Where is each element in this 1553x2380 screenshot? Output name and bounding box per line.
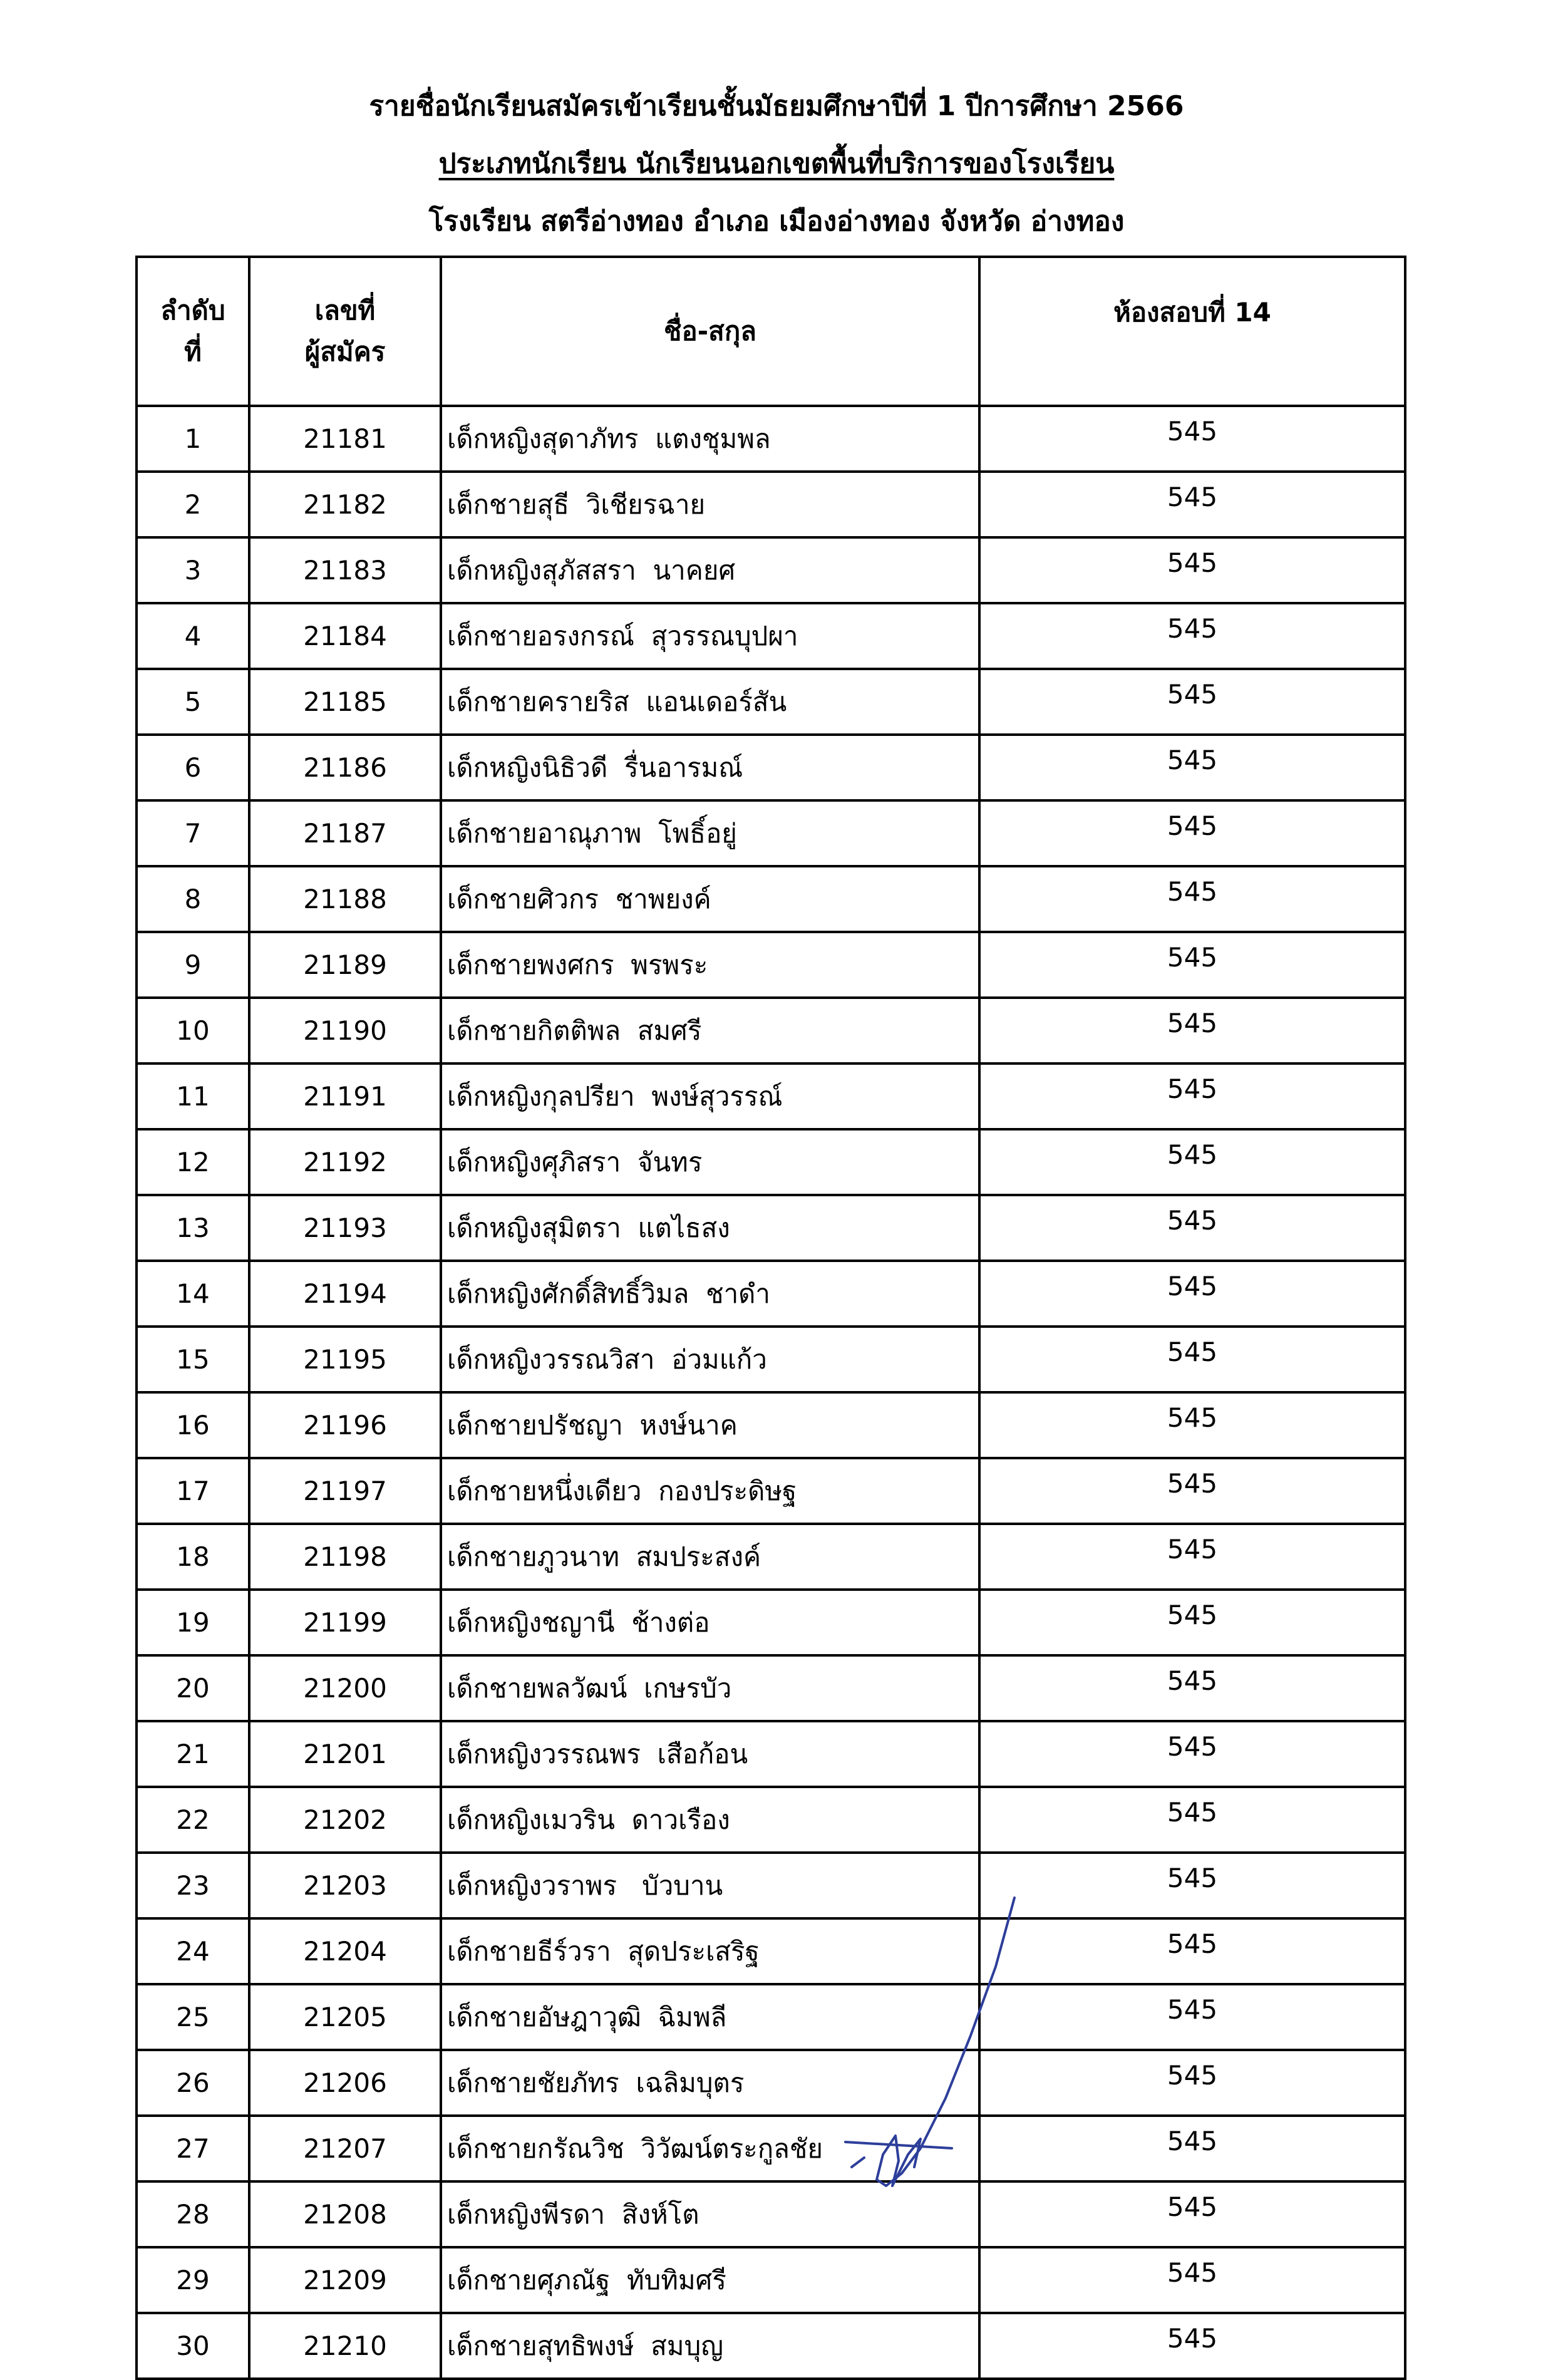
table-row xyxy=(137,1918,1405,1984)
exam-room: 545 xyxy=(979,1524,1405,1590)
table-row xyxy=(137,603,1405,669)
order-number: 15 xyxy=(137,1327,249,1392)
order-number: 22 xyxy=(137,1787,249,1853)
table-row xyxy=(137,472,1405,537)
table-row xyxy=(137,406,1405,472)
applicant-number: 21196 xyxy=(249,1392,441,1458)
applicant-number: 21206 xyxy=(249,2050,441,2116)
exam-room: 545 xyxy=(979,603,1405,669)
table-row xyxy=(137,1458,1405,1524)
table-row xyxy=(137,1721,1405,1787)
col-appno-header xyxy=(249,257,441,406)
applicant-number: 21200 xyxy=(249,1655,441,1721)
table-row xyxy=(137,2116,1405,2181)
order-number: 25 xyxy=(137,1984,249,2050)
order-number: 2 xyxy=(137,472,249,537)
school-info: โรงเรียน สตรีอ่างทอง อำเภอ เมืองอ่างทอง จังหวัด อ่างทอง xyxy=(428,205,1125,237)
exam-room: 545 xyxy=(979,1195,1405,1261)
order-number: 30 xyxy=(137,2313,249,2379)
applicant-number: 21184 xyxy=(249,603,441,669)
table-row xyxy=(137,2313,1405,2379)
exam-room: 545 xyxy=(979,669,1405,735)
exam-room: 545 xyxy=(979,1261,1405,1327)
student-category: ประเภทนักเรียน นักเรียนนอกเขตพื้นที่บริการของโรงเรียน xyxy=(438,148,1115,180)
col-order-line1: ลำดับ xyxy=(160,295,225,326)
col-name-header: ชื่อ-สกุล xyxy=(441,257,979,406)
exam-room: 545 xyxy=(979,1787,1405,1853)
signature xyxy=(827,1891,1040,2192)
table-row xyxy=(137,866,1405,932)
exam-room: 545 xyxy=(979,1063,1405,1129)
col-appno-line1: เลขที่ xyxy=(314,295,376,326)
table-row xyxy=(137,1853,1405,1918)
applicant-number: 21187 xyxy=(249,800,441,866)
student-name: เด็กชายพลวัฒน์ เกษรบัว xyxy=(441,1655,979,1721)
student-name: เด็กหญิงวรรณวิสา อ่วมแก้ว xyxy=(441,1327,979,1392)
col-order-line2: ที่ xyxy=(184,336,202,367)
order-number: 16 xyxy=(137,1392,249,1458)
table-row xyxy=(137,1327,1405,1392)
student-name: เด็กหญิงพีรดา สิงห์โต xyxy=(441,2181,979,2247)
order-number: 3 xyxy=(137,537,249,603)
student-name: เด็กหญิงสุภัสสรา นาคยศ xyxy=(441,537,979,603)
exam-room: 545 xyxy=(979,1918,1405,1984)
student-name: เด็กชายปรัชญา หงษ์นาค xyxy=(441,1392,979,1458)
student-name: เด็กชายภูวนาท สมประสงค์ xyxy=(441,1524,979,1590)
student-name: เด็กหญิงกุลปรียา พงษ์สุวรรณ์ xyxy=(441,1063,979,1129)
student-name: เด็กชายชัยภัทร เฉลิมบุตร xyxy=(441,2050,979,2116)
applicant-number: 21207 xyxy=(249,2116,441,2181)
order-number: 28 xyxy=(137,2181,249,2247)
applicant-number: 21191 xyxy=(249,1063,441,1129)
table-row xyxy=(137,800,1405,866)
table-row xyxy=(137,1984,1405,2050)
applicant-number: 21194 xyxy=(249,1261,441,1327)
student-name: เด็กชายกิตติพล สมศรี xyxy=(441,998,979,1063)
applicant-number: 21199 xyxy=(249,1590,441,1655)
exam-room: 545 xyxy=(979,537,1405,603)
order-number: 10 xyxy=(137,998,249,1063)
order-number: 8 xyxy=(137,866,249,932)
order-number: 14 xyxy=(137,1261,249,1327)
col-order-header xyxy=(137,257,249,406)
student-name: เด็กหญิงชญานี ช้างต่อ xyxy=(441,1590,979,1655)
exam-room: 545 xyxy=(979,866,1405,932)
order-number: 4 xyxy=(137,603,249,669)
table-row xyxy=(137,1524,1405,1590)
applicant-number: 21208 xyxy=(249,2181,441,2247)
student-name: เด็กชายสุธี วิเชียรฉาย xyxy=(441,472,979,537)
exam-room: 545 xyxy=(979,1655,1405,1721)
table-row xyxy=(137,1129,1405,1195)
applicant-number: 21204 xyxy=(249,1918,441,1984)
student-name: เด็กหญิงศุภิสรา จันทร xyxy=(441,1129,979,1195)
order-number: 29 xyxy=(137,2247,249,2313)
col-room-header: ห้องสอบที่ 14 xyxy=(979,257,1405,406)
order-number: 13 xyxy=(137,1195,249,1261)
student-name: เด็กชายศุภณัฐ ทับทิมศรี xyxy=(441,2247,979,2313)
exam-room: 545 xyxy=(979,2116,1405,2181)
order-number: 18 xyxy=(137,1524,249,1590)
order-number: 27 xyxy=(137,2116,249,2181)
exam-room: 545 xyxy=(979,998,1405,1063)
applicant-number: 21197 xyxy=(249,1458,441,1524)
table-row xyxy=(137,1590,1405,1655)
order-number: 20 xyxy=(137,1655,249,1721)
student-name: เด็กชายสุทธิพงษ์ สมบุญ xyxy=(441,2313,979,2379)
student-name: เด็กหญิงสุดาภัทร แตงชุมพล xyxy=(441,406,979,472)
student-name: เด็กหญิงเมวริน ดาวเรือง xyxy=(441,1787,979,1853)
exam-room: 545 xyxy=(979,932,1405,998)
applicant-number: 21203 xyxy=(249,1853,441,1918)
order-number: 11 xyxy=(137,1063,249,1129)
student-name: เด็กชายอัษฎาวุฒิ ฉิมพลี xyxy=(441,1984,979,2050)
applicant-number: 21188 xyxy=(249,866,441,932)
order-number: 9 xyxy=(137,932,249,998)
applicant-number: 21192 xyxy=(249,1129,441,1195)
exam-room: 545 xyxy=(979,1129,1405,1195)
order-number: 21 xyxy=(137,1721,249,1787)
table-row xyxy=(137,2050,1405,2116)
exam-room: 545 xyxy=(979,1327,1405,1392)
applicant-number: 21201 xyxy=(249,1721,441,1787)
order-number: 6 xyxy=(137,735,249,800)
exam-room: 545 xyxy=(979,1392,1405,1458)
exam-room: 545 xyxy=(979,1984,1405,2050)
col-appno-line2: ผู้สมัคร xyxy=(304,336,386,367)
student-name: เด็กหญิงนิธิวดี รื่นอารมณ์ xyxy=(441,735,979,800)
applicant-number: 21209 xyxy=(249,2247,441,2313)
order-number: 26 xyxy=(137,2050,249,2116)
applicant-number: 21181 xyxy=(249,406,441,472)
exam-room: 545 xyxy=(979,1590,1405,1655)
applicant-table xyxy=(135,256,1406,2380)
student-name: เด็กชายพงศกร พรพระ xyxy=(441,932,979,998)
applicant-number: 21210 xyxy=(249,2313,441,2379)
student-name: เด็กชายอรงกรณ์ สุวรรณบุปผา xyxy=(441,603,979,669)
applicant-number: 21185 xyxy=(249,669,441,735)
order-number: 1 xyxy=(137,406,249,472)
student-name: เด็กชายกรัณวิช วิวัฒน์ตระกูลชัย xyxy=(441,2116,979,2181)
table-header-row xyxy=(137,257,1405,406)
table-row xyxy=(137,1195,1405,1261)
exam-room: 545 xyxy=(979,2247,1405,2313)
table-row xyxy=(137,735,1405,800)
table-row xyxy=(137,1787,1405,1853)
applicant-number: 21182 xyxy=(249,472,441,537)
table-row xyxy=(137,998,1405,1063)
student-name: เด็กหญิงศักดิ์สิทธิ์วิมล ชาดำ xyxy=(441,1261,979,1327)
applicant-number: 21202 xyxy=(249,1787,441,1853)
exam-room: 545 xyxy=(979,472,1405,537)
applicant-number: 21195 xyxy=(249,1327,441,1392)
table-row xyxy=(137,1063,1405,1129)
exam-room: 545 xyxy=(979,800,1405,866)
student-name: เด็กหญิงสุมิตรา แตไธสง xyxy=(441,1195,979,1261)
exam-room: 545 xyxy=(979,2050,1405,2116)
applicant-number: 21183 xyxy=(249,537,441,603)
exam-room: 545 xyxy=(979,1721,1405,1787)
order-number: 19 xyxy=(137,1590,249,1655)
student-name: เด็กหญิงวรรณพร เสือก้อน xyxy=(441,1721,979,1787)
table-row xyxy=(137,669,1405,735)
exam-room: 545 xyxy=(979,406,1405,472)
exam-room: 545 xyxy=(979,1853,1405,1918)
table-row xyxy=(137,1392,1405,1458)
order-number: 17 xyxy=(137,1458,249,1524)
applicant-number: 21189 xyxy=(249,932,441,998)
table-row xyxy=(137,1261,1405,1327)
order-number: 5 xyxy=(137,669,249,735)
table-row xyxy=(137,1655,1405,1721)
applicant-number: 21193 xyxy=(249,1195,441,1261)
student-name: เด็กชายอาณุภาพ โพธิ์อยู่ xyxy=(441,800,979,866)
applicant-number: 21198 xyxy=(249,1524,441,1590)
applicant-number: 21186 xyxy=(249,735,441,800)
order-number: 24 xyxy=(137,1918,249,1984)
exam-room: 545 xyxy=(979,2181,1405,2247)
exam-room: 545 xyxy=(979,735,1405,800)
student-name: เด็กหญิงวราพร บัวบาน xyxy=(441,1853,979,1918)
applicant-number: 21205 xyxy=(249,1984,441,2050)
exam-room: 545 xyxy=(979,2313,1405,2379)
student-name: เด็กชายคราย​ริส แอนเดอร์สัน xyxy=(441,669,979,735)
order-number: 23 xyxy=(137,1853,249,1918)
student-name: เด็กชายศิวกร ชาพยงค์ xyxy=(441,866,979,932)
student-name: เด็กชายหนึ่งเดียว กองประดิษฐ xyxy=(441,1458,979,1524)
table-row xyxy=(137,932,1405,998)
student-name: เด็กชายธีร์วรา สุดประเสริฐ xyxy=(441,1918,979,1984)
table-row xyxy=(137,2247,1405,2313)
applicant-number: 21190 xyxy=(249,998,441,1063)
order-number: 7 xyxy=(137,800,249,866)
order-number: 12 xyxy=(137,1129,249,1195)
table-row xyxy=(137,537,1405,603)
table-row xyxy=(137,2181,1405,2247)
document-title: รายชื่อนักเรียนสมัครเข้าเรียนชั้นมัธยมศึกษาปีที่ 1 ปีการศึกษา 2566 xyxy=(369,90,1184,122)
exam-room: 545 xyxy=(979,1458,1405,1524)
